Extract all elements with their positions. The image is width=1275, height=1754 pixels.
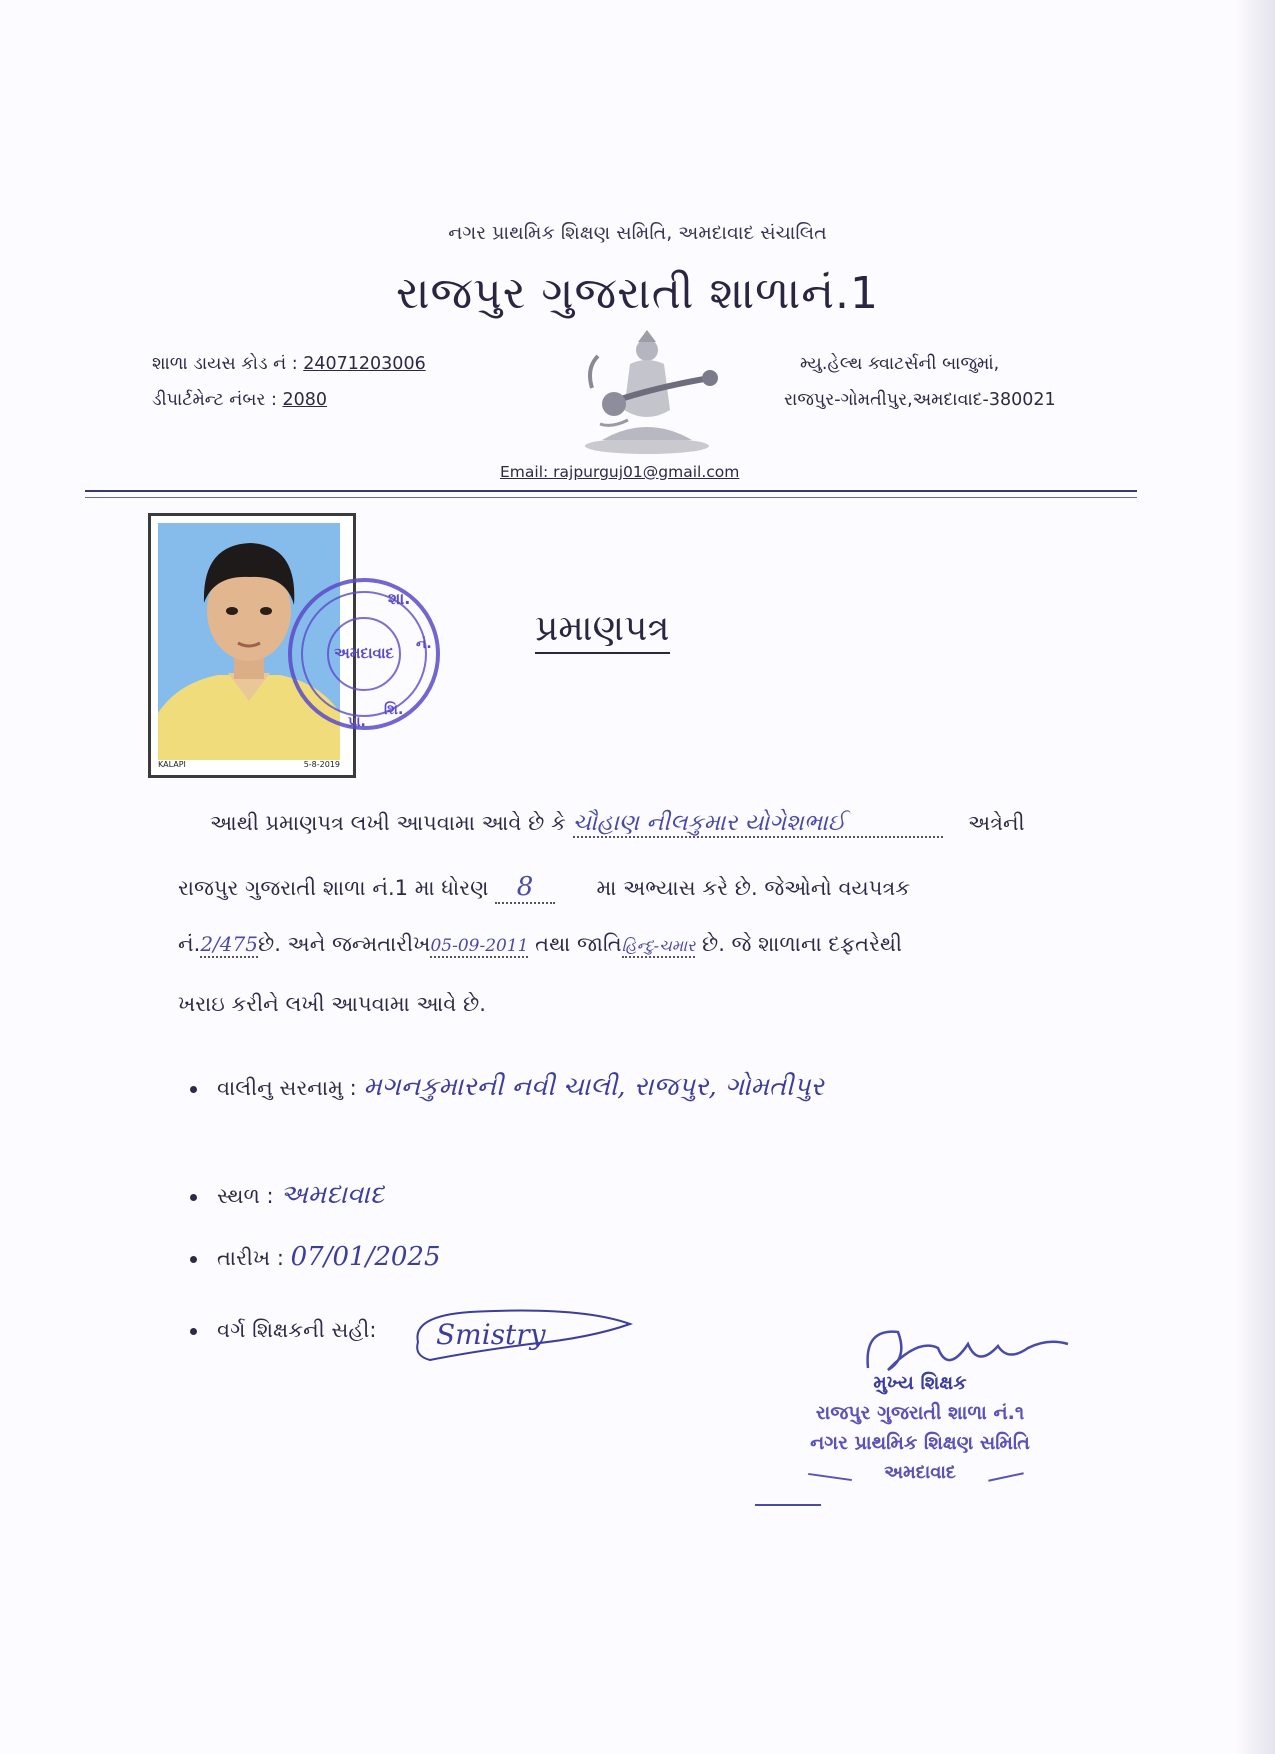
line3-suffix: છે. જે શાળાના દફતરેથી: [701, 932, 903, 956]
dise-code-label: શાળા ડાયસ કોડ નં :: [152, 354, 298, 374]
seal-center-text: અમદાવાદ: [334, 644, 394, 662]
student-name: ચૌહાણ નીલકુમાર યોગેશભાઈ: [573, 810, 943, 838]
photo-studio-name: KALAPI: [158, 760, 186, 769]
svg-text:શા.: શા.: [388, 589, 411, 608]
department-number-label: ડીપાર્ટમેન્ટ નંબર :: [152, 390, 277, 410]
department-number-line: [152, 390, 327, 410]
line3-mid1: છે. અને જન્મતારીખ: [257, 932, 431, 956]
certificate-line-1: [210, 810, 1025, 838]
bullet-icon: [190, 1086, 197, 1093]
place-label: સ્થળ :: [217, 1184, 274, 1208]
parent-address-row: [190, 1072, 824, 1103]
certificate-line-3: [178, 932, 902, 958]
saraswati-logo-icon: [572, 328, 722, 456]
certificate-line-4: ખરાઇ કરીને લખી આપવામા આવે છે.: [178, 992, 486, 1016]
photo-date: 5-8-2019: [303, 760, 340, 769]
standard-value: 8: [495, 872, 555, 904]
school-name-heading: રાજપુર ગુજરાતી શાળાનં.1: [395, 268, 880, 319]
register-number: 2/475: [200, 932, 258, 956]
dise-code-value: 24071203006: [303, 354, 426, 374]
photo-caption: [158, 760, 340, 772]
bullet-icon: [190, 1328, 197, 1335]
principal-city-line: અમદાવાદ: [884, 1462, 956, 1483]
teacher-signature-text: Smistry: [436, 1318, 546, 1351]
school-seal: [284, 574, 444, 734]
underline-mark: [755, 1504, 821, 1506]
teacher-signature-label: વર્ગ શિક્ષકની સહી:: [217, 1318, 377, 1342]
dise-code-line: [152, 354, 426, 374]
bullet-icon: [190, 1256, 197, 1263]
birth-date: 05-09-2011: [430, 936, 529, 956]
principal-designation: મુખ્ય શિક્ષક: [873, 1372, 967, 1394]
address-line-2: રાજપુર-ગોમતીપુર,અમદાવાદ-380021: [784, 390, 1056, 410]
certificate-line-2: [178, 872, 910, 904]
paper-edge-shadow: [1235, 0, 1275, 1754]
department-number-value: 2080: [282, 390, 328, 410]
committee-subheading: નગર પ્રાથમિક શિક્ષણ સમિતિ, અમદાવાદ સંચાલિત: [448, 222, 827, 244]
header-divider-thin: [85, 497, 1137, 498]
school-email: Email: rajpurguj01@gmail.com: [500, 463, 740, 481]
place-value: અમદાવાદ: [280, 1180, 385, 1210]
place-row: [190, 1180, 384, 1211]
date-row: [190, 1242, 441, 1272]
svg-text:પ્રા.: પ્રા.: [348, 714, 366, 730]
teacher-signature-row: [190, 1318, 376, 1343]
principal-stamp: [770, 1368, 1070, 1488]
line1-prefix: આથી પ્રમાણપત્ર લખી આપવામા આવે છે કે: [210, 811, 566, 835]
header-divider: [85, 490, 1137, 492]
line3-mid2: તથા જાતિ: [535, 932, 622, 956]
line3-prefix: નં.: [178, 932, 201, 956]
date-value: 07/01/2025: [290, 1242, 441, 1272]
principal-school-line: રાજપુર ગુજરાતી શાળા નં.૧: [815, 1402, 1025, 1424]
caste-value: હિન્દુ-ચમાર: [622, 936, 696, 958]
parent-address-value: મગનકુમારની નવી ચાલી, રાજપુર, ગોમતીપુર: [363, 1072, 824, 1102]
svg-text:નં.: નં.: [416, 636, 432, 652]
certificate-title: પ્રમાણપત્ર: [535, 608, 670, 654]
teacher-signature: [410, 1302, 640, 1372]
address-line-1: મ્યુ.હેલ્થ ક્વાટર્સની બાજુમાં,: [800, 354, 1000, 374]
svg-text:શિ.: શિ.: [384, 702, 404, 718]
parent-address-label: વાલીનુ સરનામુ :: [217, 1076, 357, 1100]
principal-committee-line: નગર પ્રાથમિક શિક્ષણ સમિતિ: [810, 1432, 1030, 1454]
line2-prefix: રાજપુર ગુજરાતી શાળા નં.1 મા ધોરણ: [178, 876, 489, 900]
line2-suffix: મા અભ્યાસ કરે છે. જેઓનો વયપત્રક: [596, 876, 911, 900]
date-label: તારીખ :: [217, 1246, 284, 1270]
bullet-icon: [190, 1194, 197, 1201]
line1-suffix: અત્રેની: [967, 811, 1025, 835]
